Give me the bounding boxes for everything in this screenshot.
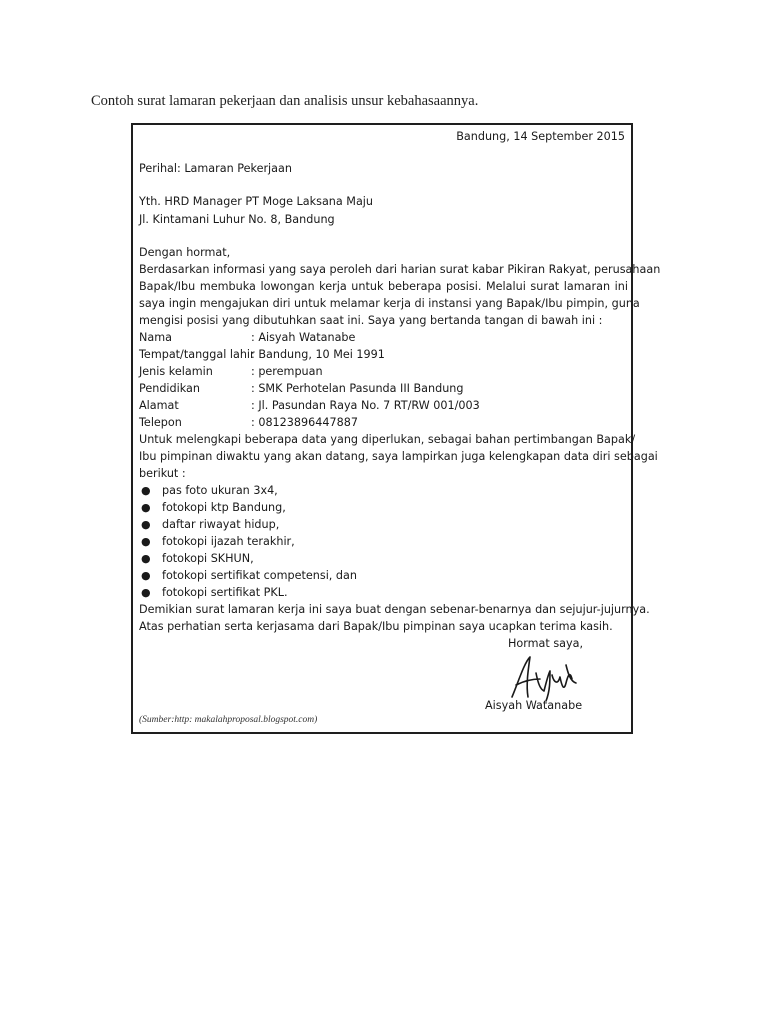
field-label-gender: Jenis kelamin [139, 365, 213, 378]
salutation: Dengan hormat, [139, 246, 231, 259]
opening-line: mengisi posisi yang dibutuhkan saat ini. Saya yang bertanda tangan di bawah ini : [139, 314, 603, 327]
page-heading: Contoh surat lamaran pekerjaan dan analisis unsur kebahasaannya. [91, 93, 479, 109]
closing-line: Demikian surat lamaran kerja ini saya buat dengan sebenar-benarnya dan sejujur-jujurnya. [139, 603, 650, 616]
field-label-ttl: Tempat/tanggal lahir [139, 348, 255, 361]
field-value-nama: : Aisyah Watanabe [251, 331, 356, 344]
field-value-gender: : perempuan [251, 365, 323, 378]
bullet-icon: ● [141, 535, 151, 548]
regards: Hormat saya, [508, 637, 584, 650]
field-value-education: : SMK Perhotelan Pasunda III Bandung [251, 382, 464, 395]
bullet-icon: ● [141, 586, 151, 599]
opening-line: saya ingin mengajukan diri untuk melamar kerja di instansi yang Bapak/Ibu pimpin, guna [139, 297, 640, 310]
attachment-item: daftar riwayat hidup, [162, 518, 280, 531]
field-value-phone: : 08123896447887 [251, 416, 358, 429]
recipient-address: Jl. Kintamani Luhur No. 8, Bandung [139, 213, 335, 226]
bullet-icon: ● [141, 569, 151, 582]
opening-line: Berdasarkan informasi yang saya peroleh dari harian surat kabar Pikiran Rakyat, perusahaan [139, 263, 661, 276]
bullet-icon: ● [141, 501, 151, 514]
letter-frame [131, 123, 661, 734]
field-label-education: Pendidikan [139, 382, 200, 395]
attachment-item: pas foto ukuran 3x4, [162, 484, 278, 497]
signer-name: Aisyah Watanabe [485, 699, 583, 712]
attachment-intro-line: berikut : [139, 467, 186, 480]
field-label-nama: Nama [139, 331, 172, 344]
attachment-item: fotokopi ijazah terakhir, [162, 535, 295, 548]
attachment-item: fotokopi SKHUN, [162, 552, 254, 565]
opening-line: Bapak/Ibu membuka lowongan kerja untuk beberapa posisi. Melalui surat lamaran ini [139, 280, 628, 293]
field-value-address: : Jl. Pasundan Raya No. 7 RT/RW 001/003 [251, 399, 480, 412]
bullet-icon: ● [141, 518, 151, 531]
recipient-line: Yth. HRD Manager PT Moge Laksana Maju [139, 195, 374, 208]
attachment-item: fotokopi sertifikat competensi, dan [162, 569, 357, 582]
field-value-ttl: : Bandung, 10 Mei 1991 [251, 348, 385, 361]
letter-date: Bandung, 14 September 2015 [456, 130, 625, 143]
attachment-item: fotokopi sertifikat PKL. [162, 586, 288, 599]
attachment-intro-line: Ibu pimpinan diwaktu yang akan datang, saya lampirkan juga kelengkapan data diri sebagai [139, 450, 658, 463]
attachment-item: fotokopi ktp Bandung, [162, 501, 286, 514]
bullet-icon: ● [141, 484, 151, 497]
source-note: (Sumber:http: makalahproposal.blogspot.com) [139, 715, 318, 725]
closing-line: Atas perhatian serta kerjasama dari Bapak/Ibu pimpinan saya ucapkan terima kasih. [139, 620, 613, 633]
field-label-phone: Telepon [139, 416, 182, 429]
field-label-address: Alamat [139, 399, 179, 412]
bullet-icon: ● [141, 552, 151, 565]
attachment-intro-line: Untuk melengkapi beberapa data yang diperlukan, sebagai bahan pertimbangan Bapak/ [139, 433, 636, 446]
signature [506, 653, 581, 705]
letter-subject: Perihal: Lamaran Pekerjaan [139, 162, 292, 175]
